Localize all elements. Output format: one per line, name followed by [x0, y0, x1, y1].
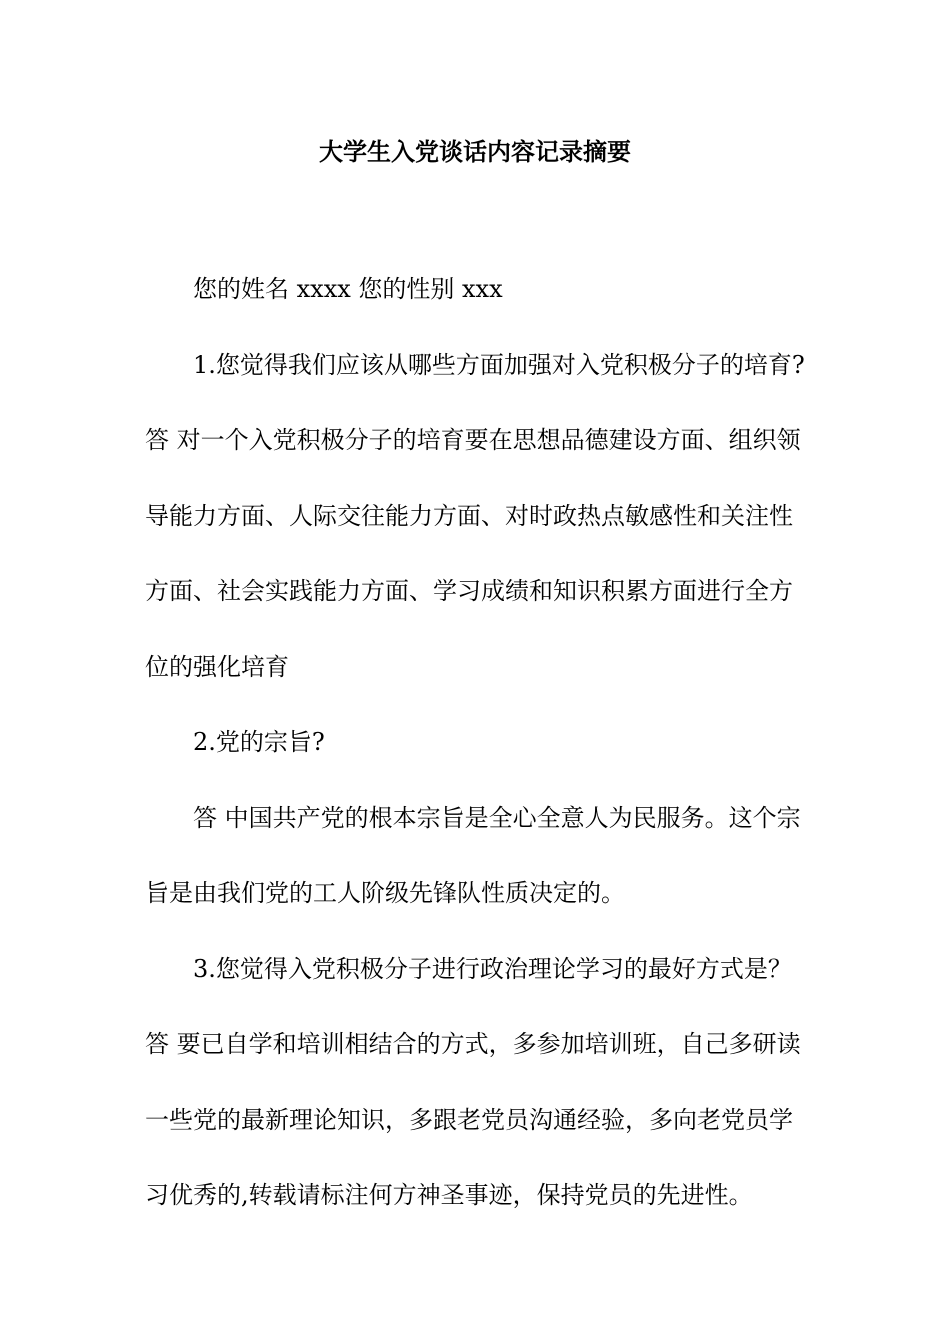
- document-body: [145, 252, 807, 1234]
- answer-3: 答 要已自学和培训相结合的方式，多参加培训班，自己多研读一些党的最新理论知识，多跟老党员沟通经验，多向老党员学习优秀的,转载请标注何方神圣事迹，保持党员的先进性。: [145, 1030, 801, 1209]
- answer-2: 答 中国共产党的根本宗旨是全心全意人为民服务。这个宗旨是由我们党的工人阶级先锋队性质决定的。: [145, 803, 801, 907]
- document-title: 大学生入党谈话内容记录摘要: [319, 138, 631, 166]
- question-3: 3.您觉得入党积极分子进行政治理论学习的最好方式是？: [193, 954, 792, 983]
- answer-1: 答 对一个入党积极分子的培育要在思想品德建设方面、组织领导能力方面、人际交往能力方面、对时政热点敏感性和关注性方面、社会实践能力方面、学习成绩和知识积累方面进行全方位的强化培育: [145, 426, 801, 681]
- question-1: 1.您觉得我们应该从哪些方面加强对入党积极分子的培育?: [193, 350, 805, 379]
- question-2: 2.党的宗旨?: [193, 728, 325, 756]
- name-gender-line: 您的姓名 xxxx 您的性别 xxx: [193, 275, 503, 303]
